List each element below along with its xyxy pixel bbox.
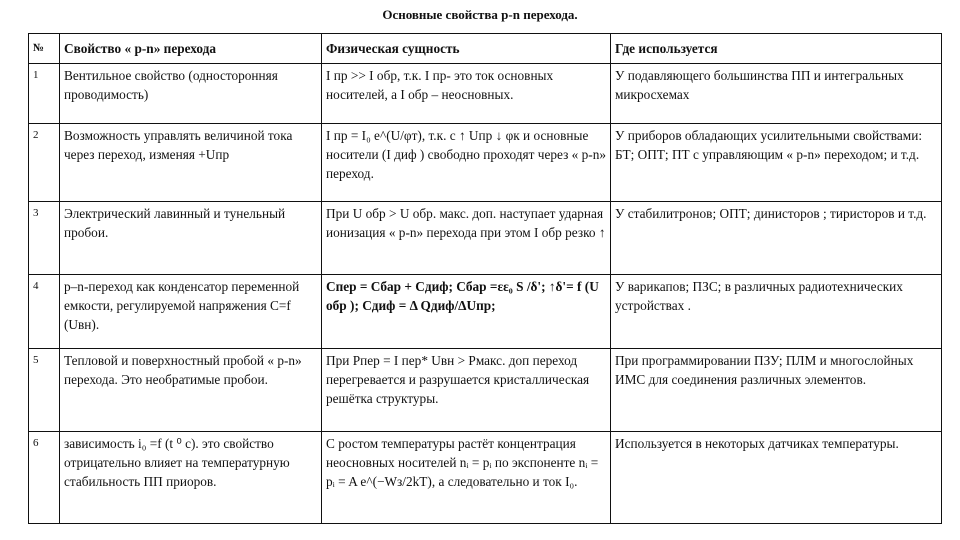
usage-cell: У варикапов; ПЗС; в различных радиотехнических устройствах . (611, 275, 942, 349)
properties-table (28, 33, 942, 524)
property-cell: Тепловой и поверхностный пробой « p-n» перехода. Это необратимые пробои. (60, 349, 322, 432)
property-cell: p–n-переход как конденсатор переменной емкости, регулируемой напряжения C=f (Uвн). (60, 275, 322, 349)
property-cell: Вентильное свойство (односторонняя проводимость) (60, 64, 322, 124)
property-cell: Электрический лавинный и тунельный пробои. (60, 202, 322, 275)
header-number: № (29, 34, 60, 64)
physics-cell: При U обр > U обр. макс. доп. наступает ударная ионизация « p-n» перехода при этом I обр резко ↑ (322, 202, 611, 275)
page-title: Основные свойства p-n перехода. (382, 7, 578, 22)
property-cell: зависимость i₀ =f (t ⁰ c). это свойство отрицательно влияет на температурную стабильность ПП приоров. (60, 432, 322, 524)
table-row (29, 202, 942, 275)
table-row (29, 124, 942, 202)
row-number: 4 (29, 275, 60, 349)
usage-cell: Используется в некоторых датчиках температуры. (611, 432, 942, 524)
header-property: Свойство « p-n» перехода (60, 34, 322, 64)
physics-cell: I пр = I₀ e^(U/φт), т.к. с ↑ Uпр ↓ φк и основные носители (I диф ) свободно проходят через « p-n» переход. (322, 124, 611, 202)
usage-cell: У подавляющего большинства ПП и интегральных микросхемах (611, 64, 942, 124)
usage-cell: У стабилитронов; ОПТ; динисторов ; тиристоров и т.д. (611, 202, 942, 275)
usage-cell: При программировании ПЗУ; ПЛМ и многослойных ИМС для соединения различных элементов. (611, 349, 942, 432)
row-number: 6 (29, 432, 60, 524)
table-row (29, 349, 942, 432)
header-physics: Физическая сущность (322, 34, 611, 64)
table-header (29, 34, 942, 64)
row-number: 3 (29, 202, 60, 275)
property-cell: Возможность управлять величиной тока через переход, изменяя +Uпр (60, 124, 322, 202)
table-row (29, 275, 942, 349)
physics-cell: С ростом температуры растёт концентрация неосновных носителей nᵢ = pᵢ по экспоненте nᵢ = pᵢ = A e^(−Wз/2kT), а следовательно и ток I₀. (322, 432, 611, 524)
row-number: 2 (29, 124, 60, 202)
row-number: 5 (29, 349, 60, 432)
header-usage: Где используется (611, 34, 942, 64)
table-row (29, 64, 942, 124)
table-row (29, 432, 942, 524)
usage-cell: У приборов обладающих усилительными свойствами: БТ; ОПТ; ПТ с управляющим « p-n» переходом; и т.д. (611, 124, 942, 202)
physics-cell: Cпер = Cбар + Cдиф; Cбар =εε₀ S /δ'; ↑δ'= f (U обр ); Cдиф = Δ Qдиф/ΔUпр; (322, 275, 611, 349)
physics-cell: I пр >> I обр, т.к. I пр- это ток основных носителей, а I обр – неосновных. (322, 64, 611, 124)
row-number: 1 (29, 64, 60, 124)
physics-cell: При Pпер = I пер* Uвн > Pмакс. доп переход перегревается и разрушается кристаллическая решётка структуры. (322, 349, 611, 432)
